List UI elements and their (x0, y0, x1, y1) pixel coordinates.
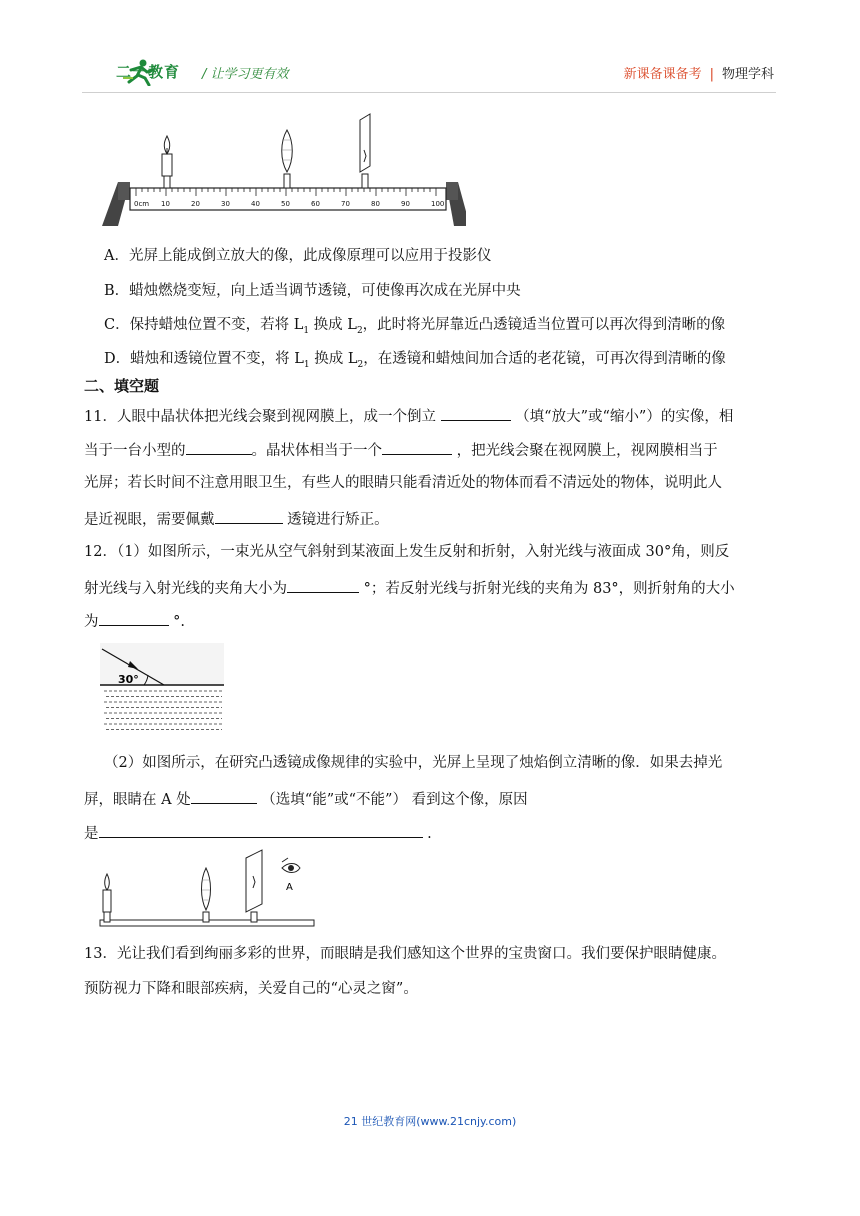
q11-text: 是近视眼，需要佩戴 (84, 512, 215, 528)
q11-text: 透镜进行矫正。 (282, 512, 389, 528)
q11-line2 (84, 438, 718, 461)
subscript-2: 2 (357, 359, 364, 370)
q12-part2-line3 (84, 821, 432, 844)
footer: 21 世纪教育网(www.21cnjy.com) (343, 1115, 517, 1128)
logo-text: 二一教育 (116, 63, 181, 81)
option-c-part1: C．保持蜡烛位置不变，若将 L (104, 317, 304, 333)
q11-line1 (84, 404, 733, 427)
option-d (104, 349, 726, 375)
ruler-label: 100 (431, 200, 445, 208)
option-c-part3: ，此时将光屏靠近凸透镜适当位置可以再次得到清晰的像 (362, 317, 726, 333)
ruler-label: 80 (371, 200, 380, 208)
q11-text: 当于一台小型的 (84, 443, 186, 459)
ruler-label: 50 (281, 200, 290, 208)
subscript-1: 1 (303, 359, 310, 370)
ruler-label: 20 (191, 200, 200, 208)
header-divider (82, 92, 776, 93)
ruler-label: 10 (161, 200, 170, 208)
header-course: 新课备课备考 (623, 67, 702, 82)
q13-line1: 13．光让我们看到绚丽多彩的世界，而眼睛是我们感知这个世界的宝贵窗口。我们要保护眼睛健康。 (84, 946, 726, 962)
option-b: B．蜡烛燃烧变短，向上适当调节透镜，可使像再次成在光屏中央 (104, 283, 521, 299)
subscript-2: 2 (356, 325, 363, 336)
option-d-part2: 换成 L (309, 351, 358, 367)
q12-text: . (422, 826, 432, 842)
q11-text: 11．人眼中晶状体把光线会聚到视网膜上，成一个倒立 (84, 409, 441, 425)
option-c (104, 315, 725, 341)
q11-text: （填“放大”或“缩小”）的实像，相 (510, 409, 734, 425)
liquid-surface-figure (100, 643, 224, 735)
answer-blank[interactable] (441, 404, 511, 421)
q11-line4 (84, 507, 389, 530)
page-header (84, 55, 774, 91)
answer-blank[interactable] (215, 507, 283, 524)
answer-blank[interactable] (382, 438, 452, 455)
answer-blank[interactable] (186, 438, 252, 455)
answer-blank[interactable] (99, 609, 169, 626)
header-separator: | (709, 67, 714, 82)
q12-line1: 12．（1）如图所示，一束光从空气斜射到某液面上发生反射和折射，入射光线与液面成 30°角，则反 (84, 544, 730, 560)
angle-label: 30° (118, 673, 139, 686)
ruler-label: 0cm (134, 200, 150, 208)
ruler-label: 70 (341, 200, 350, 208)
q12-line2 (84, 576, 735, 599)
point-a-label: A (286, 882, 293, 893)
q11-text: ，把光线会聚在视网膜上，视网膜相当于 (452, 443, 718, 459)
optical-bench-figure (96, 110, 466, 230)
q12-text: 是 (84, 826, 99, 842)
header-right (624, 63, 774, 82)
q12-part2-line1: （2）如图所示，在研究凸透镜成像规律的实验中，光屏上呈现了烛焰倒立清晰的像．如果去掉光 (104, 755, 723, 771)
answer-blank[interactable] (191, 787, 257, 804)
q12-text: （选填“能”或“不能”） 看到这个像，原因 (256, 792, 528, 808)
eye-icon (282, 858, 300, 873)
q12-text: 为 (84, 614, 99, 630)
ruler-label: 40 (251, 200, 260, 208)
q12-part2-line2 (84, 787, 528, 810)
q12-text: 射光线与入射光线的夹角大小为 (84, 581, 287, 597)
q12-text: °；若反射光线与折射光线的夹角为 83°，则折射角的大小 (359, 581, 735, 597)
lens-experiment-figure (96, 848, 318, 936)
option-a: A．光屏上能成倒立放大的像，此成像原理可以应用于投影仪 (104, 248, 492, 264)
answer-blank[interactable] (99, 821, 423, 838)
ruler-label: 90 (401, 200, 410, 208)
answer-blank[interactable] (287, 576, 359, 593)
q12-text: °. (168, 614, 185, 630)
option-c-part2: 换成 L (309, 317, 357, 333)
ruler-label: 30 (221, 200, 230, 208)
q11-text: 。晶状体相当于一个 (251, 443, 382, 459)
ruler-label: 60 (311, 200, 320, 208)
slogan: / 让学习更有效 (202, 67, 289, 82)
q12-line3 (84, 609, 185, 632)
q12-text: 屏，眼睛在 A 处 (84, 792, 191, 808)
header-subject: 物理学科 (721, 67, 774, 82)
q13-line2: 预防视力下降和眼部疾病，关爱自己的“心灵之窗”。 (84, 981, 418, 997)
q11-line3: 光屏；若长时间不注意用眼卫生，有些人的眼睛只能看清近处的物体而看不清远处的物体，说明此人 (84, 475, 722, 491)
option-d-part3: ，在透镜和蜡烛间加合适的老花镜，可再次得到清晰的像 (363, 351, 726, 367)
section-title: 二、填空题 (84, 377, 160, 395)
option-d-part1: D．蜡烛和透镜位置不变，将 L (104, 351, 304, 367)
subscript-1: 1 (303, 325, 310, 336)
